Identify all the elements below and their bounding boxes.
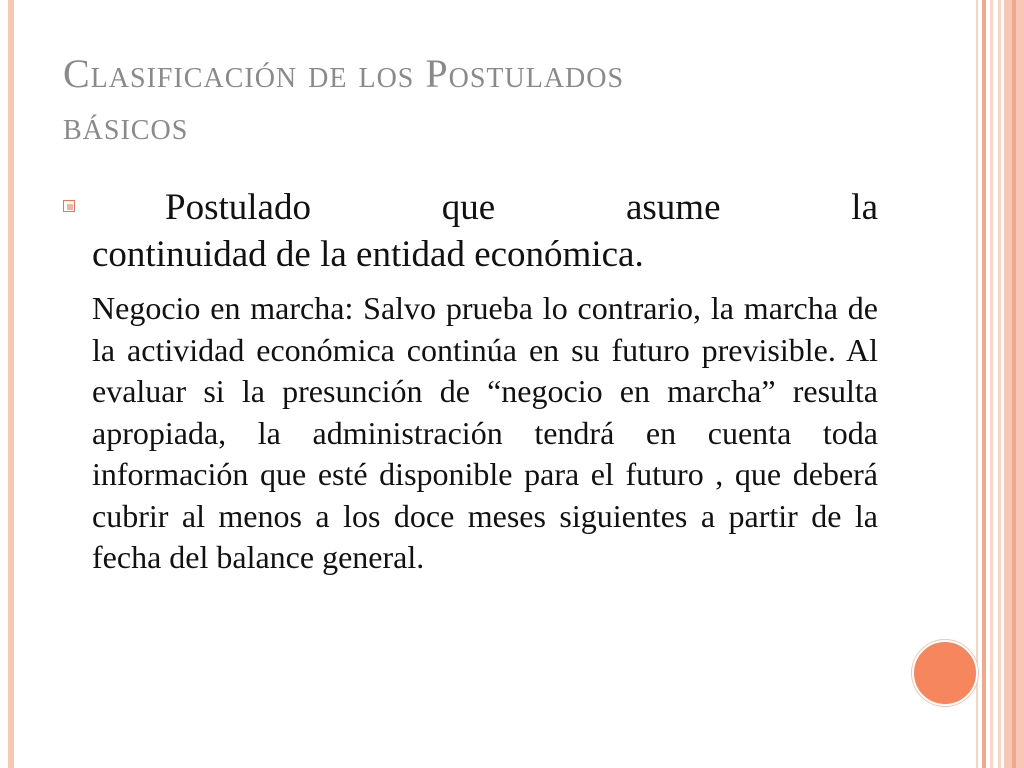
bullet-first-line: Postulado que asume la (165, 187, 878, 228)
slide-title-line1: Clasificación de los Postulados (63, 51, 625, 96)
right-decorative-stripes (976, 0, 1024, 768)
orange-circle-decoration (912, 640, 978, 706)
stripe (982, 0, 986, 768)
left-decorative-stripe (8, 0, 14, 768)
stripe (976, 0, 978, 768)
bullet-item (63, 184, 878, 278)
slide-content (63, 184, 878, 579)
stripe (998, 0, 1001, 768)
bullet-text (92, 184, 878, 278)
slide-title-line2: básicos (63, 103, 189, 148)
stripe (1012, 0, 1016, 768)
square-bullet-icon (63, 200, 75, 212)
bullet-second-line: continuidad de la entidad económica. (92, 234, 644, 275)
body-paragraph: Negocio en marcha: Salvo prueba lo contrario, la marcha de la actividad económica continúa en su futuro previsible. Al evaluar si la presunción de “negocio en marcha” resulta apropiada, la administración tendrá en cuenta toda información que esté disponible para el futuro , que deberá cubrir al menos a los doce meses siguientes a partir de la fecha del balance general. (92, 290, 878, 575)
stripe (990, 0, 993, 768)
slide-title (63, 48, 863, 152)
